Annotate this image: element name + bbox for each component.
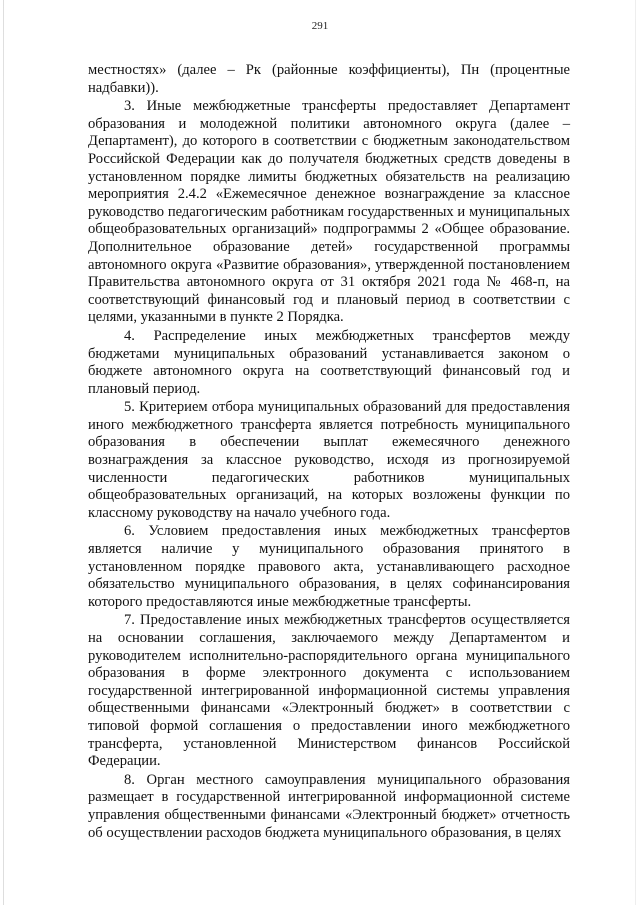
- page-number: 291: [311, 20, 329, 32]
- scan-edge-right: [635, 0, 636, 905]
- paragraph-6: 6. Условием предоставления иных межбюджетных трансфертов является наличие у муниципального образования принятого в установленном порядке правового акта, устанавливающего расходное обязательство муниципального образования, в целях софинансирования которого предоставляются иные межбюджетные трансферты.: [88, 523, 570, 610]
- paragraph-4: 4. Распределение иных межбюджетных трансфертов между бюджетами муниципальных образований устанавливается законом о бюджете автономного округа на соответствующий финансовый год и плановый период.: [88, 327, 570, 397]
- paragraph-8: 8. Орган местного самоуправления муниципального образования размещает в государственной интегрированной информационной системе управления общественными финансами «Электронный бюджет» отчетность об осуществлении расходов бюджета муниципального образования, в целях: [88, 771, 570, 841]
- paragraph-5: 5. Критерием отбора муниципальных образований для предоставления иного межбюджетного трансферта является потребность муниципального образования в обеспечении выплат ежемесячного денежного вознаграждения за классное руководство, исходя из прогнозируемой численности педагогических работников муниципальных общеобразовательных организаций, на которых возложены функции по классному руководству на начало учебного года.: [88, 399, 570, 521]
- scan-edge-left: [3, 0, 4, 905]
- paragraph-3: 3. Иные межбюджетные трансферты предоставляет Департамент образования и молодежной политики автономного округа (далее – Департамент), до которого в соответствии с бюджетным законодательством Российской Федерации как до получателя бюджетных средств доведены в установленном порядке лимиты бюджетных обязательств на реализацию мероприятия 2.4.2 «Ежемесячное денежное вознаграждение за классное руководство педагогическим работникам государственных и муниципальных общеобразовательных организаций» подпрограммы 2 «Общее образование. Дополнительное образование детей» государственной программы автономного округа «Развитие образования», утвержденной постановлением Правительства автономного округа от 31 октября 2021 года № 468-п, на соответствующий финансовый год и плановый период в соответствии с целями, указанными в пункте 2 Порядка.: [88, 98, 570, 326]
- paragraph-continuation: местностях» (далее – Рк (районные коэффициенты), Пн (процентные надбавки)).: [88, 62, 570, 96]
- document-body: [88, 62, 570, 842]
- paragraph-7: 7. Предоставление иных межбюджетных трансфертов осуществляется на основании соглашения, заключаемого между Департаментом и руководителем исполнительно-распорядительного органа муниципального образования в форме электронного документа с использованием государственной интегрированной информационной системы управления общественными финансами «Электронный бюджет» в соответствии с типовой формой соглашения о предоставлении иного межбюджетного трансферта, установленной Министерством финансов Российской Федерации.: [88, 612, 570, 770]
